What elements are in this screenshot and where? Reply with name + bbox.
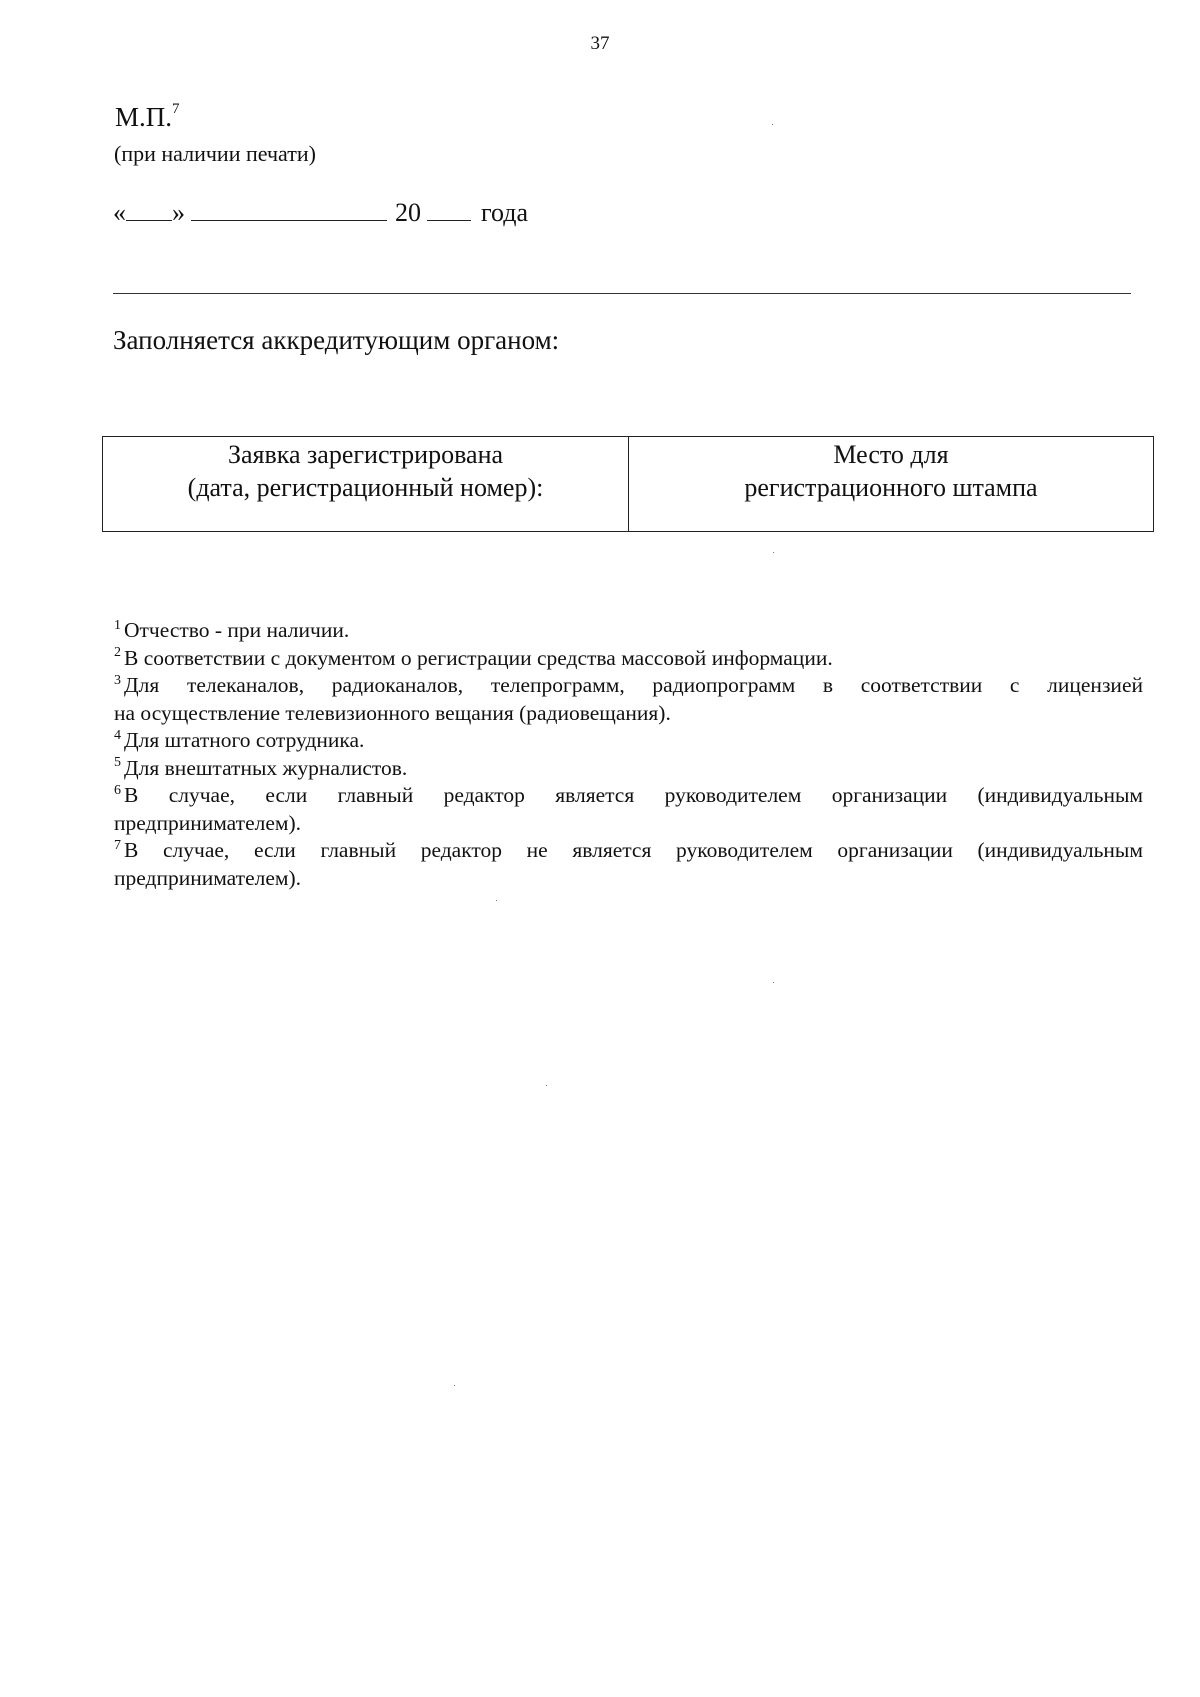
scan-speck	[772, 124, 773, 125]
footnote-text: на осуществление телевизионного вещания (радиовещания).	[114, 700, 671, 725]
scan-speck	[773, 982, 774, 983]
year-blank	[427, 198, 471, 221]
footnote-text: Отчество - при наличии.	[124, 618, 350, 642]
scan-speck	[496, 900, 497, 901]
date-suffix: года	[481, 198, 529, 227]
footnote-7	[114, 837, 1143, 865]
scan-speck	[546, 1085, 547, 1086]
footnote-text: Для внештатных журналистов.	[124, 755, 408, 780]
day-blank	[126, 198, 172, 221]
stamp-place-line1: Место для	[833, 440, 949, 469]
footnote-text: Для штатного сотрудника.	[124, 728, 365, 752]
footnote-7-continued	[114, 865, 1143, 893]
scan-speck	[773, 552, 774, 553]
footnote-text: предпринимателем).	[114, 810, 302, 835]
registration-table	[102, 436, 1154, 532]
footnote-4	[114, 727, 1143, 755]
date-close-quote: »	[172, 198, 185, 227]
filled-by-heading: Заполняется аккредитующим органом:	[113, 325, 560, 355]
footnote-number: 4	[114, 727, 121, 743]
footnote-text: предпринимателем).	[114, 865, 302, 890]
footnote-6	[114, 782, 1143, 810]
page-number: 37	[590, 33, 610, 54]
registration-info-cell	[103, 437, 629, 531]
footnote-text: В случае, если главный редактор является руководителем организации (индивидуальным	[124, 783, 1143, 807]
footnote-number: 2	[114, 645, 121, 661]
seal-footnote-ref: 7	[172, 101, 180, 117]
month-blank	[191, 198, 387, 221]
scan-speck	[454, 1385, 455, 1386]
date-line	[113, 198, 528, 228]
footnote-2	[114, 645, 1143, 673]
footnote-number: 7	[114, 837, 121, 853]
footnote-text: В соответствии с документом о регистрации средства массовой информации.	[124, 645, 833, 670]
footnote-5	[114, 755, 1143, 783]
footnote-number: 6	[114, 782, 121, 798]
seal-note: (при наличии печати)	[114, 141, 316, 166]
footnote-3-continued	[114, 700, 1143, 728]
footnote-number: 3	[114, 672, 121, 688]
footnote-1	[114, 617, 1143, 645]
footnote-3	[114, 672, 1143, 700]
date-open-quote: «	[113, 198, 126, 227]
stamp-place-line2: регистрационного штампа	[744, 473, 1038, 502]
section-divider	[113, 293, 1131, 294]
footnote-number: 5	[114, 755, 121, 771]
footnote-number: 1	[114, 617, 121, 633]
stamp-place-cell	[629, 437, 1153, 531]
footnote-6-continued	[114, 810, 1143, 838]
registration-info-line1: Заявка зарегистрирована	[227, 440, 504, 469]
registration-info-line2: (дата, регистрационный номер):	[187, 473, 544, 502]
date-century: 20	[395, 198, 421, 227]
footnote-text: В случае, если главный редактор не является руководителем организации (индивидуальным	[124, 838, 1143, 862]
seal-mark	[115, 101, 180, 132]
footnote-text: Для телеканалов, радиоканалов, телепрограмм, радиопрограмм в соответствии с лицензией	[124, 673, 1143, 697]
footnotes	[114, 617, 1143, 892]
seal-label: М.П.	[115, 102, 173, 132]
